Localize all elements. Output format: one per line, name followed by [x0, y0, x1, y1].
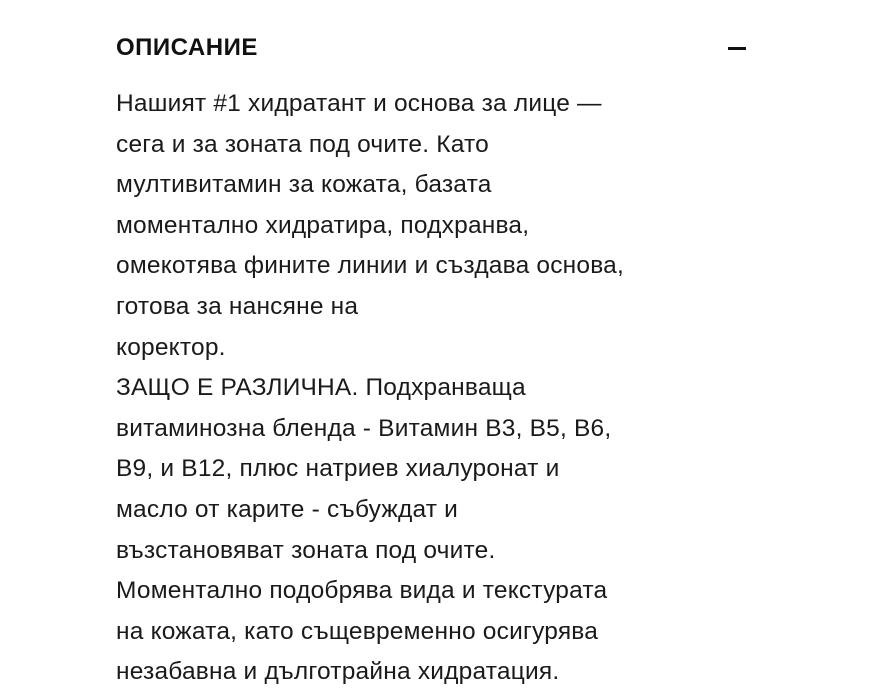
description-accordion	[116, 28, 756, 693]
description-line: моментално хидратира, подхранва,	[116, 211, 530, 239]
description-line: коректор.	[116, 333, 226, 361]
description-line: мултивитамин за кожата, базата	[116, 171, 492, 199]
description-accordion-header[interactable]	[116, 28, 756, 68]
description-line: незабавна и дълготрайна хидратация.	[116, 658, 560, 686]
description-title: ОПИСАНИЕ	[116, 34, 258, 61]
description-line: на кожата, като същевременно осигурява	[116, 617, 599, 645]
description-body	[116, 84, 756, 693]
description-line: омекотява фините линии и създава основа,	[116, 252, 625, 280]
description-line: B9, и B12, плюс натриев хиалуронат и	[116, 455, 560, 483]
minus-icon[interactable]	[728, 47, 746, 50]
description-line: витаминозна бленда - Витамин B3, B5, B6,	[116, 414, 612, 442]
description-line: готова за нансяне на	[116, 292, 359, 320]
description-line: възстановяват зоната под очите.	[116, 536, 496, 564]
description-line: Моментално подобрява вида и текстурата	[116, 577, 608, 605]
description-line: Нашият #1 хидратант и основа за лице —	[116, 90, 602, 117]
description-line: масло от карите - събуждат и	[116, 495, 459, 523]
description-line: сега и за зоната под очите. Като	[116, 130, 489, 158]
description-line: ЗАЩО Е РАЗЛИЧНА. Подхранваща	[116, 374, 526, 402]
